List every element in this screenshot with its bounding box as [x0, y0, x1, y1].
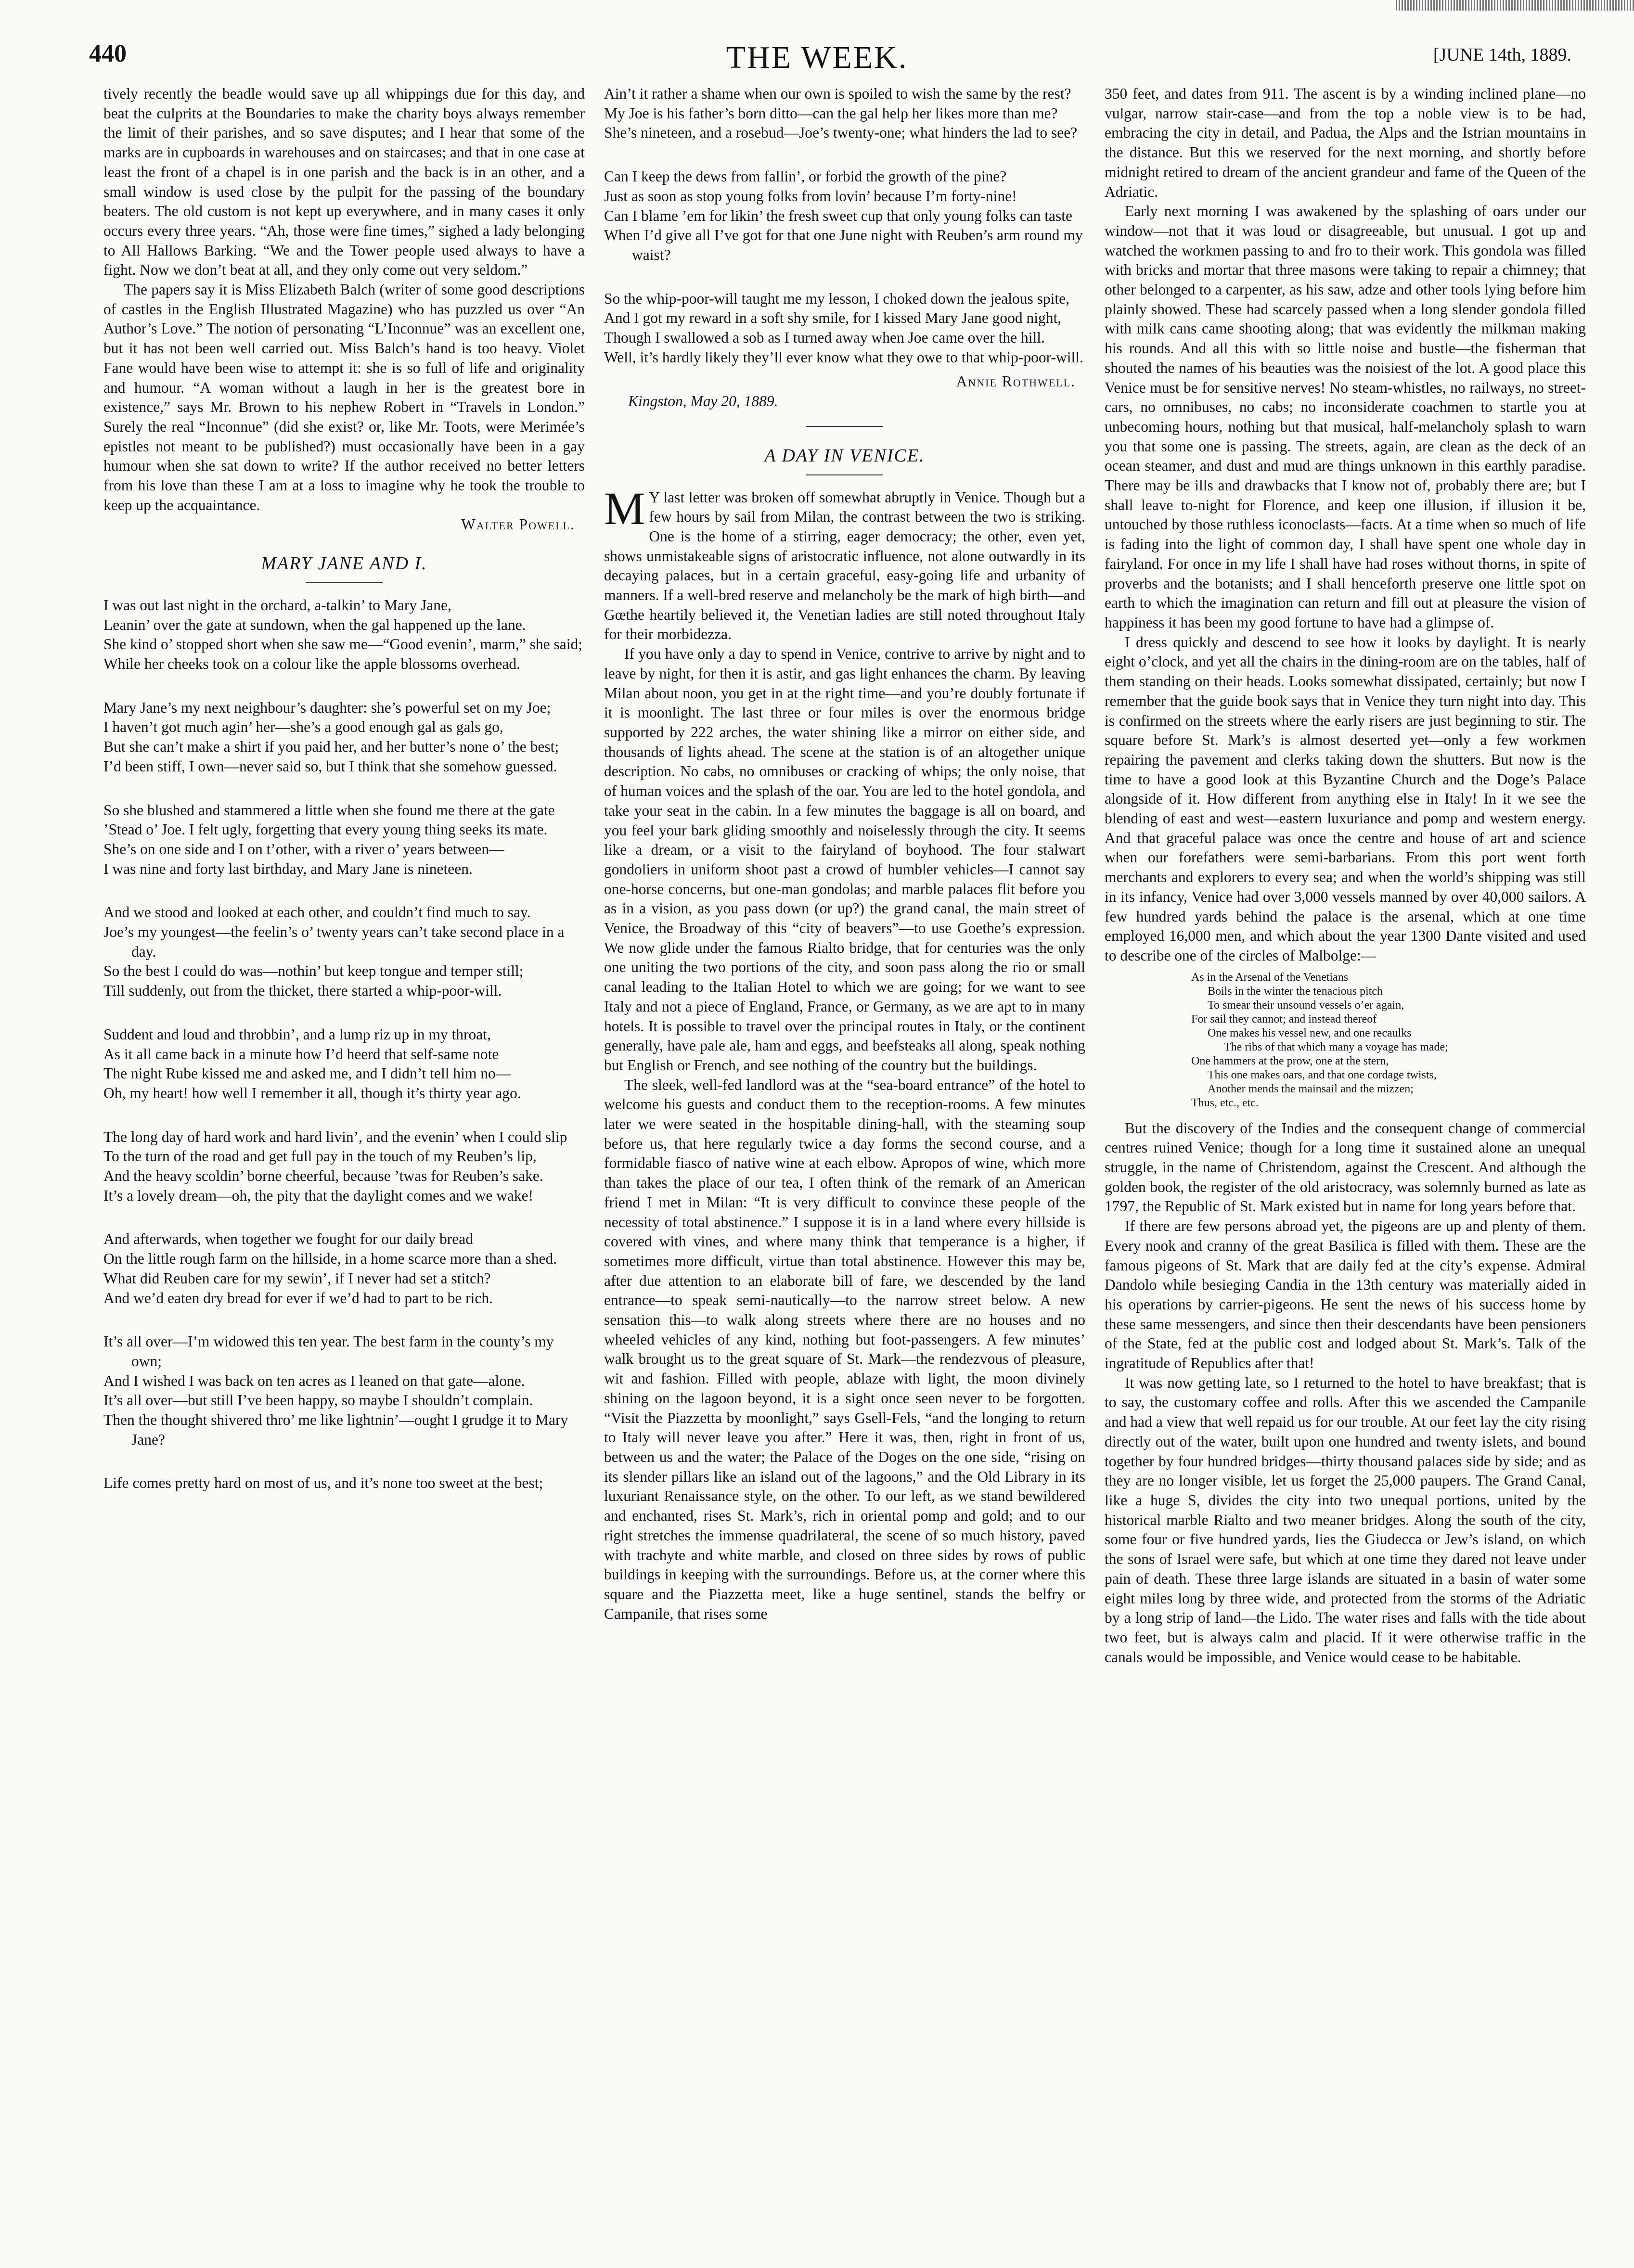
paragraph: tively recently the beadle would save up all whippings due for this day, and beat the culprits at the Boundaries to make the charity boys always remember the limit of their parishes, and so save disputes; and I hear that some of the marks are in cupboards in warehouses and on staircases; and that in one case at least the front of a chapel is in one parish and the back is in an other, and a small window is used close by the pulpit for the passing of the boundary beaters. The old custom is not kept up everywhere, and in many cases it only occurs every three years. “Ah, those were fine times,” sighed a lady belonging to All Hallows Barking. “We and the Tower people used always to have a fight. Now we don’t beat at all, and they only come out very seldom.”	[103, 85, 585, 279]
verse-line: The long day of hard work and hard livin’, and the evenin’ when I could slip	[103, 1128, 567, 1145]
issue-date: [JUNE 14th, 1889.	[1433, 45, 1571, 65]
verse-line: I haven’t got much agin’ her—she’s a good enough gal as gals go,	[103, 718, 503, 736]
quotation-line: Thus, etc., etc.	[1191, 1096, 1259, 1109]
quotation-line: The ribs of that which many a voyage has made;	[1224, 1040, 1448, 1053]
verse-line: Suddent and loud and throbbin’, and a lump riz up in my throat,	[103, 1025, 491, 1043]
verse-line: What did Reuben care for my sewin’, if I never had set a stitch?	[103, 1269, 491, 1287]
stanza	[604, 84, 1085, 143]
quotation-line: One makes his vessel new, and one recaulks	[1208, 1026, 1412, 1039]
verse-line: I was nine and forty last birthday, and Mary Jane is nineteen.	[103, 860, 473, 877]
verse-line: Life comes pretty hard on most of us, and it’s none too sweet at the best;	[103, 1474, 543, 1492]
verse-line: Just as soon as stop young folks from lovin’ because I’m forty-nine!	[604, 187, 1017, 205]
top-edge-rule	[1396, 0, 1634, 11]
quotation-line: To smear their unsound vessels o’er again,	[1208, 999, 1404, 1012]
stanza	[103, 903, 585, 1001]
verse-line: She kind o’ stopped short when she saw me—“Good evenin’, marm,” she said;	[103, 636, 582, 653]
quotation-line: One hammers at the prow, one at the stern,	[1191, 1054, 1389, 1067]
dante-quotation	[1191, 971, 1586, 1110]
verse-line: And I got my reward in a soft shy smile, for I kissed Mary Jane good night,	[604, 309, 1062, 327]
paragraph: I dress quickly and descend to see how it looks by daylight. It is nearly eight o’clock, and yet all the chairs in the dining-room are on the tables, half of them standing on their heads. Looks somewhat dissipated, certainly; but now I remember that the guide book says that in Venice they turn night into day. This is confirmed on the streets where the early risers are just beginning to stir. The square before St. Mark’s is almost deserted yet—only a few workmen repairing the pavement and clerks taking down the shutters. But now is the time to have a good look at this Byzantine Church and the Doge’s Palace alongside of it. How different from anything else in Italy! In it we see the blending of east and west—eastern luxuriance and pomp and western energy. And that graceful palace was once the centre and house of art and science when our forefathers were semi-barbarians. From this port went forth merchants and explorers to every sea; and when the world’s shipping was still in its infancy, Venice had over 3,000 vessels manned by over 40,000 sailors. A few hundred yards behind the palace is the arsenal, which at one time employed 16,000 men, and which about the year 1300 Dante visited and used to describe one of the circles of Malbolge:—	[1105, 633, 1586, 964]
verse-line: My Joe is his father’s born ditto—can the gal help her likes more than me?	[604, 104, 1058, 122]
paragraph: The papers say it is Miss Elizabeth Balch (writer of some good descriptions of castles in the English Illustrated Magazine) who has puzzled us over “An Author’s Love.” The notion of personating “L’Inconnue” was an excellent one, but it has not been well carried out. Miss Balch’s hand is too heavy. Violet Fane would have been wise to attempt it: she is so full of life and originality and humour. “A woman without a laugh in her is the greatest bore in existence,” says Mr. Brown to his nephew Robert in “Travels in London.” Surely the real “Inconnue” (did she exist? or, like Mr. Toots, were Merimée’s epistles not meant to be published?) must occasionally have been in a gay humour when she sat down to write? If the author received no better letters from his love than these I am at a loss to imagine why he took the trouble to keep up the acquaintance.	[103, 281, 585, 513]
stanza	[604, 167, 1085, 265]
verse-line: The night Rube kissed me and asked me, and I didn’t tell him no—	[103, 1065, 511, 1082]
page-number: 440	[89, 40, 127, 67]
verse-line: So she blushed and stammered a little when she found me there at the gate	[103, 801, 555, 819]
paragraph: Early next morning I was awakened by the splashing of oars under our window—not that it was loud or disagreeable, but unusual. I got up and watched the workmen passing to and fro to their work. This gondola was filled with bricks and mortar that three masons were taking to repair a chimney; that other belonged to a carpenter, as his saw, adze and other tools lying before him plainly showed. These had scarcely passed when a long slender gondola filled with milk cans came shooting along; that was evidently the milkman making his rounds. And all this with so little noise and bustle—the fisherman that shouted the names of his beauties was the noisiest of the lot. A good place this Venice must be for sensitive nerves! No steam-whistles, no railways, no street-cars, no omnibuses, no cabs; no inconsiderate coachmen to startle you at unbecoming hours, nothing but that musical, half-melancholy splash to warn you that some one is passing. The streets, again, are clean as the deck of an ocean steamer, and dust and mud are things unknown in this earthly paradise. There may be ills and drawbacks that I know not of, probably there are; but I shall leave to-night for Florence, and keep one illusion, if illusion it be, untouched by those ruthless iconoclasts—facts. At a time when so much of life is fading into the light of common day, I shall have spent one whole day in fairyland. For once in my life I shall have had roses without thorns, in spite of proverbs and the botanists; and I shall henceforth preserve one little spot on earth to which the imagination can return and fill out at pleasure the vision of happiness it has been my good fortune to have had a glimpse of.	[1105, 203, 1586, 631]
verse-line: And I wished I was back on ten acres as I leaned on that gate—alone.	[103, 1372, 525, 1389]
poem-body-continued	[604, 84, 1085, 367]
verse-line: So the best I could do was—nothin’ but keep tongue and temper still;	[103, 962, 524, 980]
verse-line: Till suddenly, out from the thicket, there started a whip-poor-will.	[103, 982, 502, 999]
quotation-line: Another mends the mainsail and the mizzen;	[1208, 1082, 1414, 1095]
paragraph: If you have only a day to spend in Venice, contrive to arrive by night and to leave by night, for then it is astir, and gas light enhances the charm. By leaving Milan about noon, you get in at the right time—and you’re doubly fortunate if it is moonlight. The last three or four miles is over the enormous bridge supported by 222 arches, the water shining like a mirror on either side, and thousands of lights ahead. The scene at the station is of an altogether unique description. No cabs, no omnibuses or cracking of whips; the only noise, that of human voices and the splash of the oar. You are led to the hotel gondola, and take your seat in the cabin. In a few minutes the baggage is all on board, and you feel your bark gliding smoothly and noiselessly through the city. It seems like a dream, or a visit to the fairyland of boyhood. The four stalwart gondoliers in uniform shoot past a crowd of humbler vehicles—I cannot say one-horse concerns, but one-man gondolas; and marble palaces flit before you as in a vision, as you pass down (or up?) the grand canal, the main street of Venice, the Broadway of this “city of beavers”—to use Goethe’s expression. We now glide under the famous Rialto bridge, that for centuries was the only one uniting the two portions of the city, and soon pass along the rio or small canal leading to the Italian Hotel to which we are going; for we want to see Italy and not a piece of England, France, or Germany, as we are apt to in many hotels. It is possible to travel over the principal routes in Italy, or the continent generally, have pale ale, ham and eggs, and beefsteaks all along, speak nothing but English or French, and see nothing of the country but the buildings.	[604, 645, 1085, 1074]
verse-line: She’s on one side and I on t’other, with a river o’ years between—	[103, 840, 504, 858]
stanza	[103, 698, 585, 777]
verse-line: Well, it’s hardly likely they’ll ever know what they owe to that whip-poor-will.	[604, 348, 1083, 366]
verse-line: I was out last night in the orchard, a-talkin’ to Mary Jane,	[103, 596, 451, 614]
paragraph: Y last letter was broken off somewhat abruptly in Venice. Though but a few hours by sail from Milan, the contrast between the two is striking. One is the home of a stirring, eager democracy; the other, even yet, shows unmistakeable signs of aristocratic influence, not alone outwardly in its decaying palaces, but in a certain graceful, easy-going life and urbanity of manners. If a well-bred reserve and melancholy be the mark of high birth—and Gœthe heartily believed it, the Venetian ladies are still noted throughout Italy for their morbidezza.	[604, 488, 1085, 643]
column-3	[1105, 84, 1586, 2259]
verse-line: And we stood and looked at each other, and couldn’t find much to say.	[103, 904, 531, 921]
article-title: A DAY IN VENICE.	[764, 445, 925, 466]
verse-line: Can I keep the dews from fallin’, or forbid the growth of the pine?	[604, 168, 1007, 185]
verse-line: Can I blame ’em for likin’ the fresh sweet cup that only young folks can taste	[604, 207, 1073, 224]
drop-cap: M	[604, 482, 645, 534]
verse-line: On the little rough farm on the hillside, in a home scarce more than a shed.	[103, 1250, 557, 1268]
verse-line: Then the thought shivered thro’ me like lightnin’—ought I grudge it to Mary Jane?	[103, 1411, 568, 1448]
stanza	[103, 1230, 585, 1308]
verse-line: So the whip-poor-will taught me my lesson, I choked down the jealous spite,	[604, 290, 1069, 307]
column-1	[103, 84, 585, 2259]
divider	[306, 582, 383, 583]
verse-line: And the heavy scoldin’ borne cheerful, because ’twas for Reuben’s sake.	[103, 1167, 543, 1185]
verse-line: It’s all over—but still I’ve been happy, so maybe I shouldn’t complain.	[103, 1392, 533, 1409]
paragraph: 350 feet, and dates from 911. The ascent is by a winding inclined plane—no vulgar, narrow stair-case—and from the top a noble view is to be had, embracing the city in detail, and Padua, the Alps and the Istrian mountains in the distance. But this we reserved for the next morning, and shortly before midnight retired to dream of the ancient grandeur and fame of the Queen of the Adriatic.	[1105, 85, 1586, 200]
stanza	[103, 1474, 585, 1493]
verse-line: Ain’t it rather a shame when our own is spoiled to wish the same by the rest?	[604, 85, 1071, 102]
quotation-line: For sail they cannot; and instead thereof	[1191, 1012, 1377, 1025]
verse-line: It’s all over—I’m widowed this ten year. The best farm in the county’s my own;	[103, 1333, 554, 1370]
poem-body	[103, 596, 585, 1493]
verse-line: And we’d eaten dry bread for ever if we’d had to part to be rich.	[103, 1289, 493, 1307]
verse-line: It’s a lovely dream—oh, the pity that the daylight comes and we wake!	[103, 1187, 534, 1204]
quotation-line: As in the Arsenal of the Venetians	[1191, 971, 1349, 984]
stanza	[604, 289, 1085, 368]
poem-place-date: Kingston, May 20, 1889.	[628, 393, 778, 410]
poem-title: MARY JANE AND I.	[261, 553, 427, 574]
stanza	[103, 1332, 585, 1449]
stanza	[103, 596, 585, 674]
verse-line: As it all came back in a minute how I’d heerd that self-same note	[103, 1045, 499, 1063]
verse-line: When I’d give all I’ve got for that one June night with Reuben’s arm round my waist?	[604, 227, 1083, 263]
verse-line: And afterwards, when together we fought for our daily bread	[103, 1230, 473, 1248]
signature: Walter Powell.	[461, 516, 575, 533]
verse-line: I’d been stiff, I own—never said so, but I think that she somehow guessed.	[103, 757, 557, 775]
verse-line: Though I swallowed a sob as I turned away when Joe came over the hill.	[604, 329, 1045, 346]
paragraph: It was now getting late, so I returned to the hotel to have breakfast; that is to say, the customary coffee and rolls. After this we ascended the Campanile and had a view that well repaid us for our trouble. At our feet lay the city rising directly out of the water, built upon one hundred and twenty islets, and bound together by four hundred bridges—thirty thousand palaces side by side; and as they are no longer visible, let us forget the 25,000 paupers. The Grand Canal, like a huge S, divides the city into two unequal portions, united by the historical marble Rialto and two meaner bridges. Along the south of the city, some four or five hundred yards, lies the Giudecca or Jew’s island, on which the sons of Israel were safe, but which at one time they dared not leave under pain of death. These three large islands are situated in a basin of water some eight miles long by three wide, and protected from the storms of the Adriatic by a long strip of land—the Lido. The water rises and falls with the tide about two feet, but is always calm and placid. If it were otherwise traffic in the canals would be impossible, and Venice would cease to be habitable.	[1105, 1374, 1586, 1666]
verse-line: ’Stead o’ Joe. I felt ugly, forgetting that every young thing seeks its mate.	[103, 821, 548, 838]
paragraph: If there are few persons abroad yet, the pigeons are up and plenty of them. Every nook and cranny of the great Basilica is filled with them. These are the famous pigeons of St. Mark that are daily fed at the city’s expense. Admiral Dandolo while besieging Candia in the 13th century was materially aided in his operations by carrier-pigeons. He sent the news of his success home by these same messengers, and since then their descendants have been pensioners of the State, fed at the public cost and lodged about St. Mark’s. Talk of the ingratitude of Republics after that!	[1105, 1217, 1586, 1372]
verse-line: Mary Jane’s my next neighbour’s daughter: she’s powerful set on my Joe;	[103, 699, 551, 716]
column-2	[604, 84, 1085, 2259]
masthead-title: THE WEEK.	[726, 40, 908, 75]
verse-line: While her cheeks took on a colour like the apple blossoms overhead.	[103, 655, 520, 672]
paragraph: The sleek, well-fed landlord was at the “sea-board entrance” of the hotel to welcome his guests and conduct them to the reception-rooms. A few minutes later we were seated in the hospitable dining-hall, with the steaming soup before us, that here regularly twice a day forms the second course, and a formidable fiasco of native wine at each elbow. Apropos of wine, which more than takes the place of our tea, I often think of the remark of an American friend I met in Milan: “It is very difficult to convince these people of the necessity of total abstinence.” I suppose it is in a land where every hillside is covered with vines, and where many think that temperance is a higher, if sometimes more difficult, virtue than total abstinence. However this may be, after due attention to an elaborate bill of fare, we descended by the land entrance—to speak semi-nautically—to the narrow street below. A new sensation this—to walk along streets where there are no houses and no wheeled vehicles of any kind, nothing but foot-passengers. A few minutes’ walk brought us to the great square of St. Mark—the rendezvous of pleasure, wit and fashion. Filled with people, ablaze with light, the moon divinely shining on the lagoon beyond, it is a sight once seen never to be forgotten. “Visit the Piazzetta by moonlight,” says Gsell-Fels, “and the longing to return to Italy will never leave you after.” Here it was, then, right in front of us, between us and the water; the Palace of the Doges on the one side, “rising on its slender pillars like an island out of the lagoons,” and the Old Library in its luxuriant Renaissance style, on the other. To our left, as we stand bewildered and enchanted, rises St. Mark’s, rich in oriental pomp and gold; and to our right stretches the immense quadrilateral, the scene of so much history, paved with trachyte and white marble, and closed on three sides by rows of public buildings in keeping with the surroundings. Before us, at the corner where this square and the Piazzetta meet, like a huge sentinel, stands the belfry or Campanile, that rises some	[604, 1076, 1085, 1622]
quotation-line: Boils in the winter the tenacious pitch	[1208, 985, 1383, 998]
verse-line: Oh, my heart! how well I remember it all, though it’s thirty year ago.	[103, 1084, 521, 1102]
verse-line: She’s nineteen, and a rosebud—Joe’s twenty-one; what hinders the lad to see?	[604, 124, 1078, 141]
quotation-line: This one makes oars, and that one cordage twists,	[1208, 1068, 1437, 1081]
divider	[806, 474, 883, 475]
verse-line: Leanin’ over the gate at sundown, when the gal happened up the lane.	[103, 616, 526, 633]
stanza	[103, 1025, 585, 1103]
stanza	[103, 1128, 585, 1206]
verse-line: Joe’s my youngest—the feelin’s o’ twenty years can’t take second place in a day.	[103, 923, 565, 960]
verse-line: But she can’t make a shirt if you paid her, and her butter’s none o’ the best;	[103, 738, 559, 756]
verse-line: To the turn of the road and get full pay in the touch of my Reuben’s lip,	[103, 1148, 537, 1165]
poem-author: Annie Rothwell.	[956, 373, 1076, 390]
divider	[806, 426, 883, 427]
paragraph: But the discovery of the Indies and the consequent change of commercial centres ruined Venice; though for a long time it sustained alone an unequal struggle, in the name of Christendom, against the Crescent. And although the golden book, the register of the old aristocracy, was solemnly burned as late as 1797, the Republic of St. Mark existed but in name for long years before that.	[1105, 1119, 1586, 1215]
stanza	[103, 801, 585, 879]
